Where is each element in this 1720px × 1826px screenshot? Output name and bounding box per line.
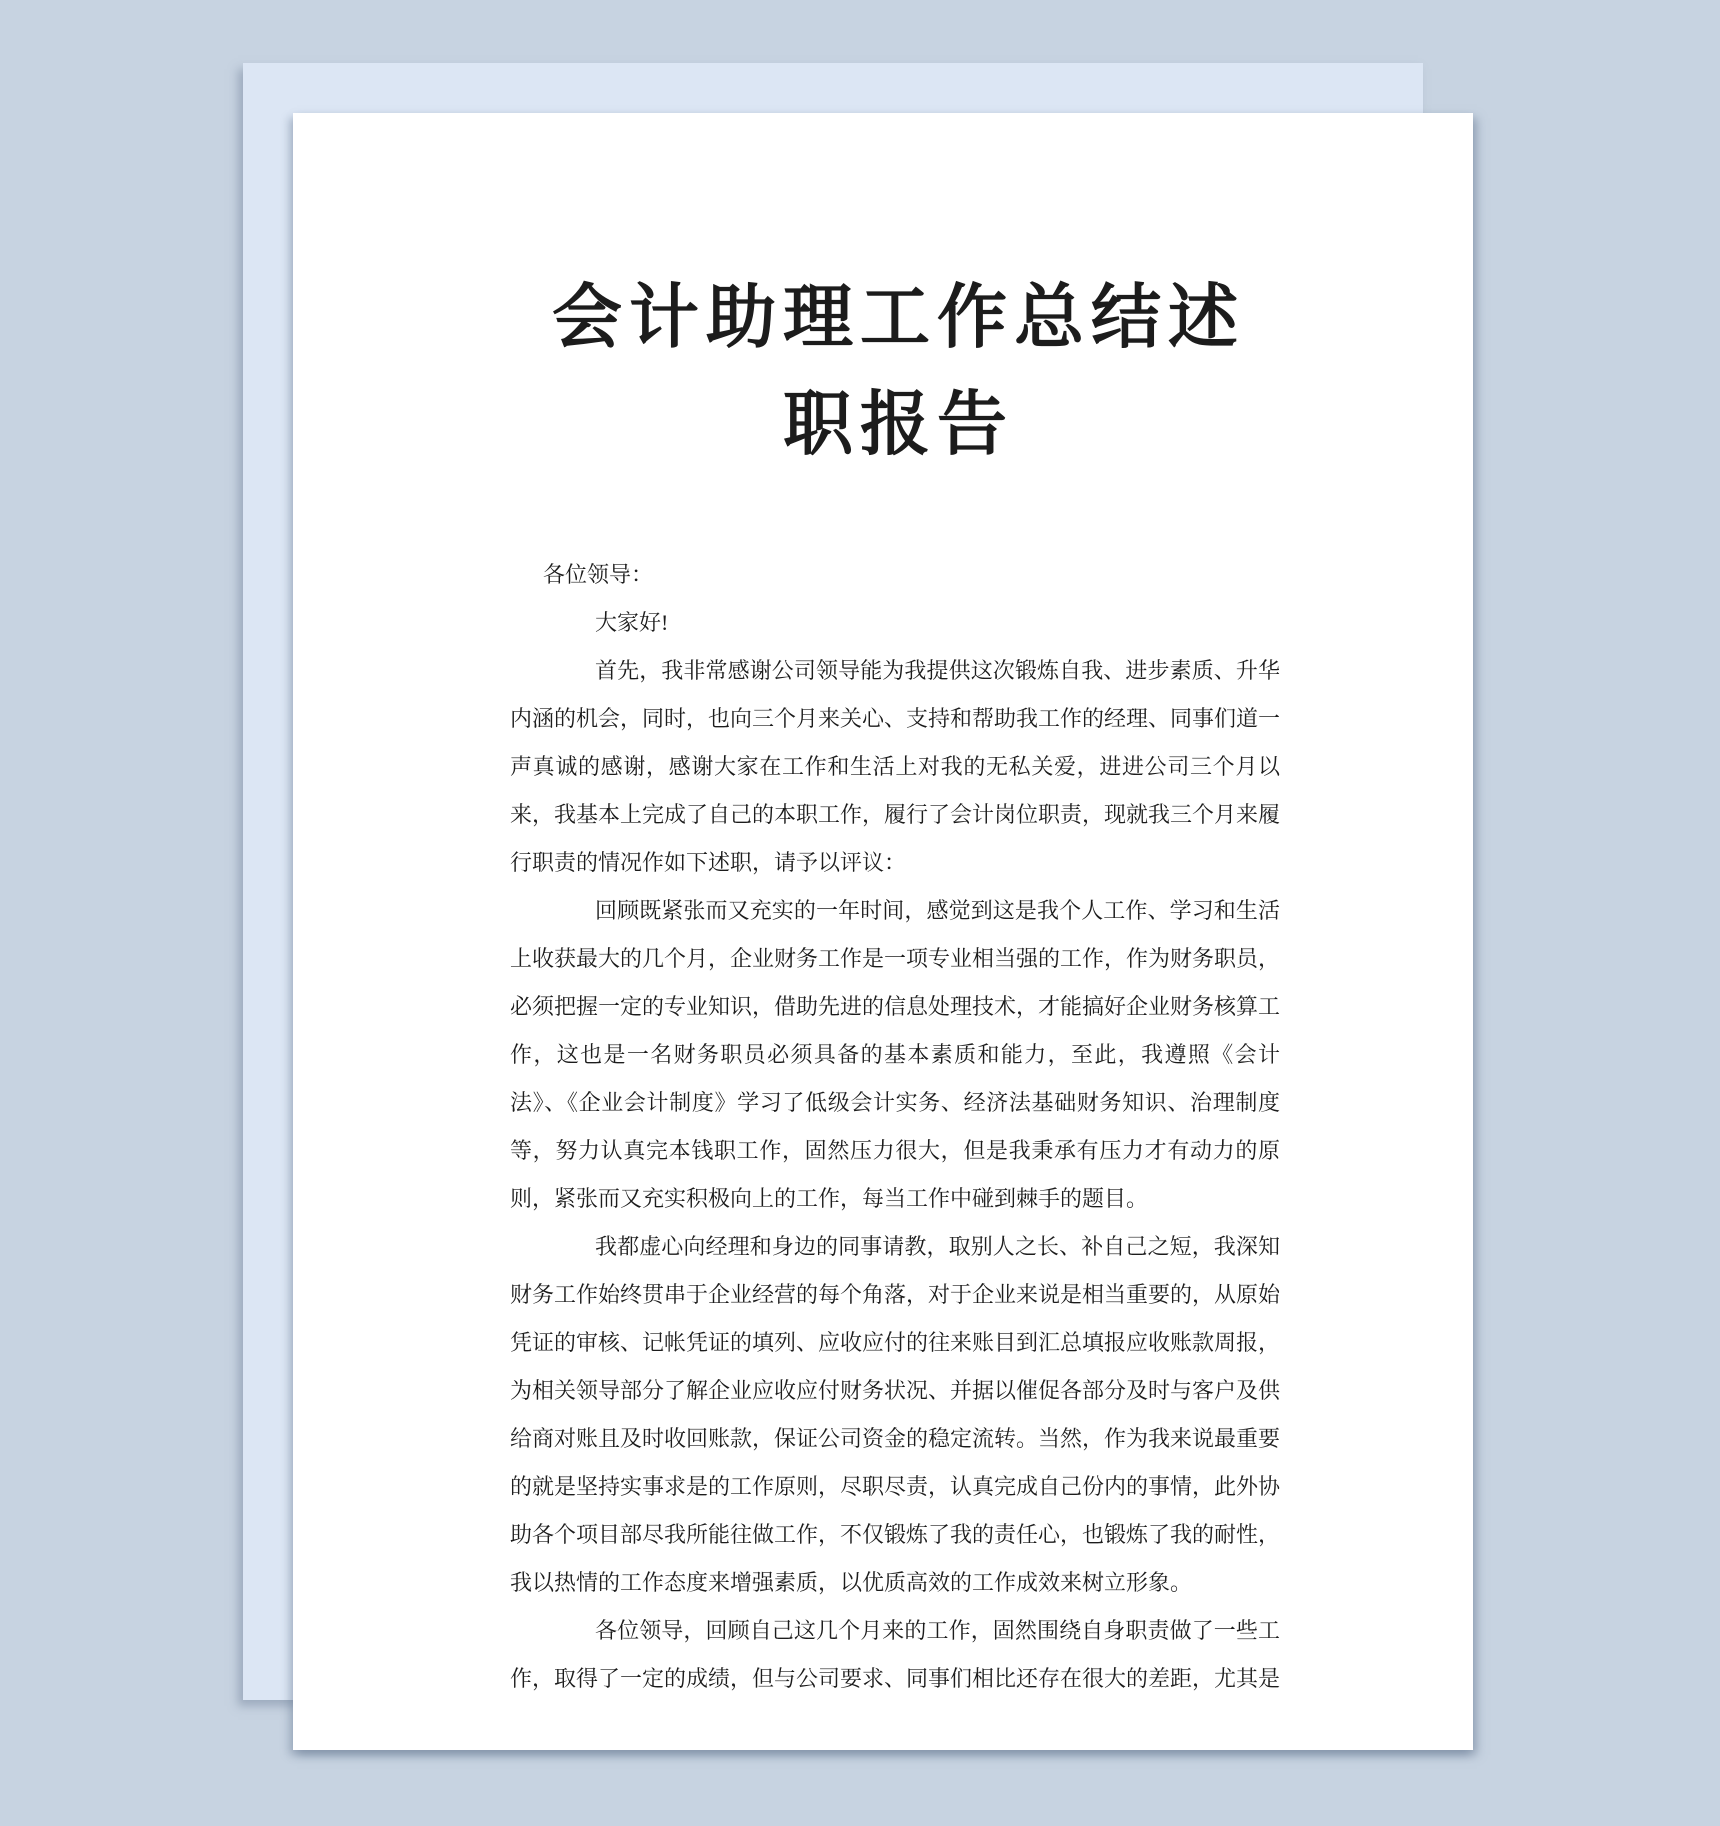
document-title-line-1: 会计助理工作总结述 — [552, 280, 1245, 357]
paragraph-greeting: 大家好! — [595, 610, 669, 635]
salutation: 各位领导： — [543, 562, 654, 587]
paragraph-thanks: 首先，我非常感谢公司领导能为我提供这次锻炼自我、进步素质、升华内涵的机会，同时，也向三个月来关心、支持和帮助我工作的经理、同事们道一声真诚的感谢，感谢大家在工作和生活上对我的无私关爱，进进公司三个月以来，我基本上完成了自己的本职工作，履行了会计岗位职责，现就我三个月来履行职责的情况作如下述职，请予以评议： — [510, 658, 1281, 875]
paragraph-closing: 各位领导，回顾自己这几个月来的工作，固然围绕自身职责做了一些工作，取得了一定的成绩，但与公司要求、同事们相比还存在很大的差距，尤其是 — [510, 1618, 1281, 1691]
paragraph-duties: 我都虚心向经理和身边的同事请教，取别人之长、补自己之短，我深知财务工作始终贯串于企业经营的每个角落，对于企业来说是相当重要的，从原始凭证的审核、记帐凭证的填列、应收应付的往来账目到汇总填报应收账款周报，为相关领导部分了解企业应收应付财务状况、并据以催促各部分及时与客户及供给商对账且及时收回账款，保证公司资金的稳定流转。当然，作为我来说最重要的就是坚持实事求是的工作原则，尽职尽责，认真完成自己份内的事情，此外协助各个项目部尽我所能往做工作，不仅锻炼了我的责任心，也锻炼了我的耐性，我以热情的工作态度来增强素质，以优质高效的工作成效来树立形象。 — [510, 1234, 1281, 1595]
document-title-line-2: 职报告 — [783, 387, 1014, 464]
document-page — [293, 113, 1473, 1750]
document-title — [510, 265, 1280, 479]
document-body — [510, 551, 1280, 1703]
paragraph-review: 回顾既紧张而又充实的一年时间，感觉到这是我个人工作、学习和生活上收获最大的几个月，企业财务工作是一项专业相当强的工作，作为财务职员，必须把握一定的专业知识，借助先进的信息处理技术，才能搞好企业财务核算工作，这也是一名财务职员必须具备的基本素质和能力，至此，我遵照《会计法》、《企业会计制度》学习了低级会计实务、经济法基础财务知识、治理制度等，努力认真完本钱职工作，固然压力很大，但是我秉承有压力才有动力的原则，紧张而又充实积极向上的工作，每当工作中碰到棘手的题目。 — [510, 898, 1281, 1211]
